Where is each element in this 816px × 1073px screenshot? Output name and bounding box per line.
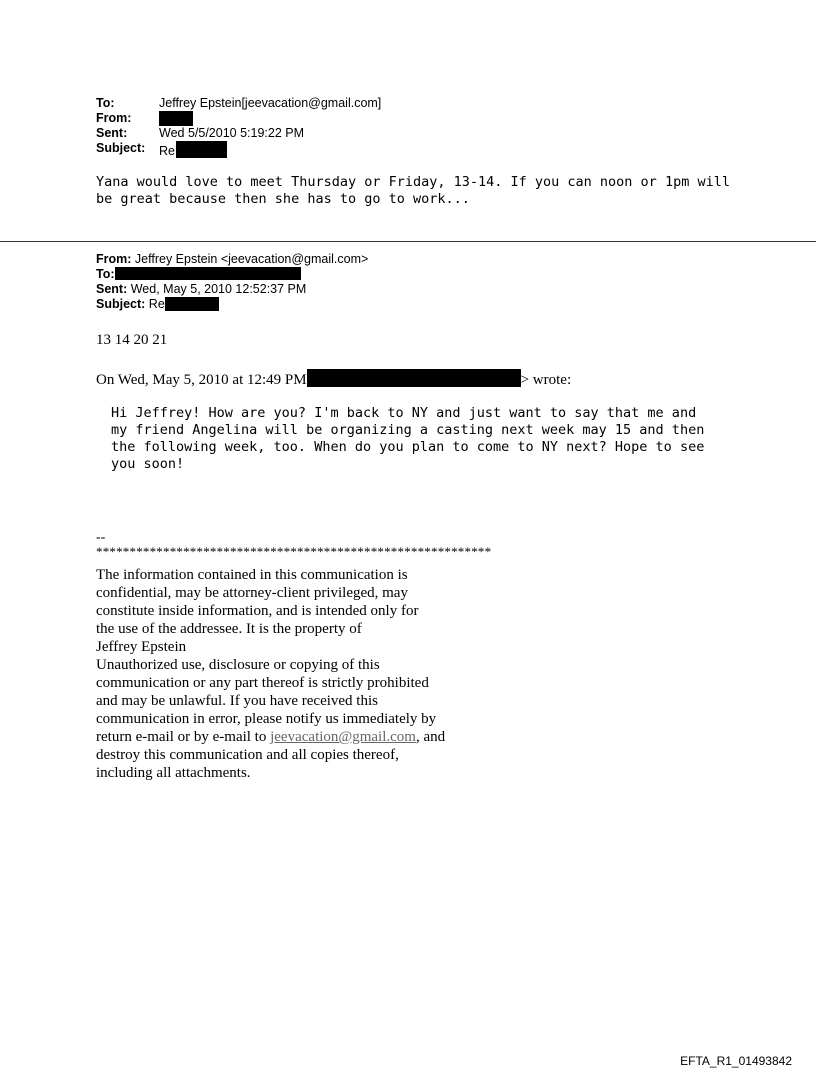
to-label: To: [96,96,115,110]
disclaimer-line: confidential, may be attorney-client privileged, may [96,585,408,601]
subject-label: Subject: [96,297,146,311]
disclaimer-line: including all attachments. [96,765,251,781]
email-link[interactable]: jeevacation@gmail.com [270,729,416,745]
disclaimer-line: and may be unlawful. If you have received this [96,693,378,709]
sent-label: Sent: [96,126,128,140]
quote-intro [96,369,571,389]
from-value: Jeffrey Epstein <jeevacation@gmail.com> [134,252,369,266]
from-label: From: [96,111,132,125]
disclaimer-line: Jeffrey Epstein [96,639,187,655]
redaction-box [165,297,219,311]
disclaimer-line: constitute inside information, and is intended only for [96,603,419,619]
sent-value: Wed, May 5, 2010 12:52:37 PM [130,282,307,296]
disclaimer-line: communication in error, please notify us immediately by [96,711,437,727]
redaction-box [159,111,193,126]
to-label: To: [96,267,115,281]
disclaimer-text: return e-mail or by e-mail to [96,729,271,745]
header-from-row [96,252,368,267]
redaction-box [115,267,301,280]
disclaimer-line: destroy this communication and all copies thereof, [96,747,399,763]
redaction-box [307,369,521,387]
divider [0,241,816,242]
signature-dashes: -- [96,530,106,545]
disclaimer-line: communication or any part thereof is strictly prohibited [96,675,429,691]
document-id: EFTA_R1_01493842 [680,1054,792,1068]
disclaimer-text: , and [415,729,446,745]
subject-value: Re [148,297,165,311]
redaction-box [176,141,227,158]
quote-intro-suffix: > wrote: [520,372,572,388]
sent-value: Wed 5/5/2010 5:19:22 PM [159,126,305,140]
subject-value: Re [159,144,175,158]
confidentiality-disclaimer [96,566,496,782]
quoted-message: Hi Jeffrey! How are you? I'm back to NY and just want to say that me and my friend Angelina will be organizing a casting next week may 15 and then the following week, too. When do you plan to come to NY next? Hope to see you soon! [111,405,705,472]
email-body-top: Yana would love to meet Thursday or Friday, 13-14. If you can noon or 1pm will be great because then she has to go to work... [96,174,730,207]
header-sent-row [96,282,368,297]
sent-label: Sent: [96,282,128,296]
from-label: From: [96,252,132,266]
disclaimer-line [96,728,496,746]
to-value: Jeffrey Epstein[jeevacation@gmail.com] [159,96,382,110]
reply-body: 13 14 20 21 [96,332,168,348]
header-to-row [96,267,368,282]
quote-intro-prefix: On Wed, May 5, 2010 at 12:49 PM [96,372,307,388]
subject-label: Subject: [96,141,146,155]
disclaimer-line: Unauthorized use, disclosure or copying of this [96,657,380,673]
email-header-quoted [96,252,368,312]
disclaimer-line: the use of the addressee. It is the property of [96,621,362,637]
header-subject-row [96,297,368,312]
signature-stars: *********************************************************** [96,544,492,559]
disclaimer-line: The information contained in this communication is [96,567,408,583]
